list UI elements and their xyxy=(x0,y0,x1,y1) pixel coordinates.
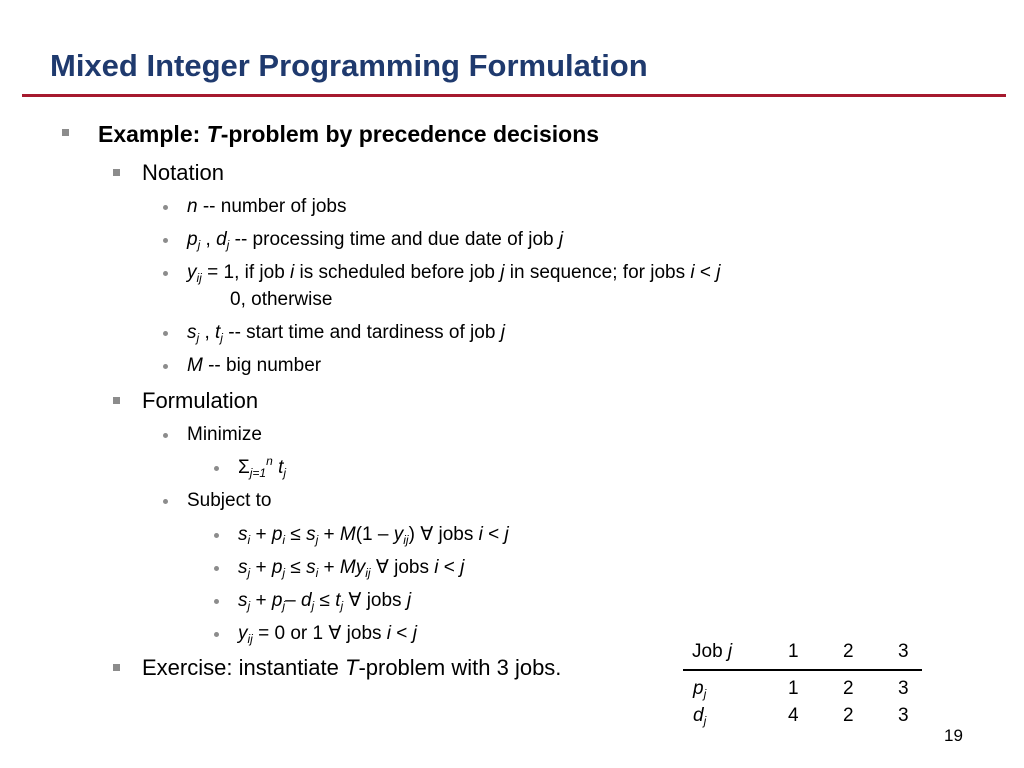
bullet-dot xyxy=(163,271,168,276)
bullet-dot xyxy=(163,205,168,210)
bullet-dot xyxy=(214,632,219,637)
notation-n: n -- number of jobs xyxy=(187,196,347,217)
bullet-square xyxy=(113,397,120,404)
constraint-2: $s_j + p_j \le s_i + My_{ij}$ ∀ jobs i < j xyxy=(238,557,465,580)
formulation-heading: Formulation xyxy=(142,388,259,413)
slide-title: Mixed Integer Programming Formulation xyxy=(50,48,648,83)
table-header-col: 3 xyxy=(898,641,909,662)
constraint-3: $s_j + p_j-$ $d_j \le t_j$ ∀ jobs j xyxy=(238,590,412,613)
notation-M: M -- big number xyxy=(187,355,322,376)
table-row-label: $p_j$ xyxy=(693,678,707,701)
bullet-dot xyxy=(214,466,219,471)
bullet-dot xyxy=(163,433,168,438)
bullet-square xyxy=(113,664,120,671)
table-cell: 4 xyxy=(788,705,799,726)
notation-y-otherwise: 0, otherwise xyxy=(230,289,333,310)
constraint-4: $y_{ij} = 0$ or 1 ∀ jobs i < j xyxy=(238,623,417,646)
table-cell: 2 xyxy=(843,705,854,726)
bullet-dot xyxy=(163,364,168,369)
bullet-dot xyxy=(163,499,168,504)
constraint-1: $s_i + p_i \le s_j + M(1 - y_{ij})$ ∀ jobs i < j xyxy=(238,524,509,547)
table-row-label: $d_j$ xyxy=(693,705,707,728)
table-cell: 2 xyxy=(843,678,854,699)
notation-s-t: $s_j$ , $t_j$ -- start time and tardiness of job j xyxy=(187,322,505,345)
subject-to-label: Subject to xyxy=(187,490,272,511)
exercise-text: Exercise: instantiate T-problem with 3 jobs. xyxy=(142,655,562,680)
notation-y: $y_{ij} = 1$, if job i is scheduled before job j in sequence; for jobs i < j xyxy=(187,262,721,285)
bullet-dot xyxy=(214,533,219,538)
table-cell: 3 xyxy=(898,705,909,726)
table-header-col: 2 xyxy=(843,641,854,662)
title-divider xyxy=(22,94,1006,97)
table-header-label: Job j xyxy=(692,641,733,662)
bullet-square xyxy=(113,169,120,176)
bullet-dot xyxy=(163,331,168,336)
minimize-label: Minimize xyxy=(187,424,262,445)
objective-function: $\Sigma_{j=1}^n$ $t_j$ xyxy=(238,454,287,480)
table-cell: 3 xyxy=(898,678,909,699)
bullet-dot xyxy=(214,566,219,571)
notation-p-d: $p_j$ , $d_j$ -- processing time and due date of job j xyxy=(187,229,564,252)
bullet-square xyxy=(62,129,69,136)
notation-heading: Notation xyxy=(142,160,224,185)
example-heading: Example: T-problem by precedence decisions xyxy=(98,121,600,147)
page-number: 19 xyxy=(944,726,963,745)
table-header-col: 1 xyxy=(788,641,799,662)
bullet-dot xyxy=(214,599,219,604)
table-cell: 1 xyxy=(788,678,799,699)
table-divider xyxy=(683,669,922,671)
bullet-dot xyxy=(163,238,168,243)
